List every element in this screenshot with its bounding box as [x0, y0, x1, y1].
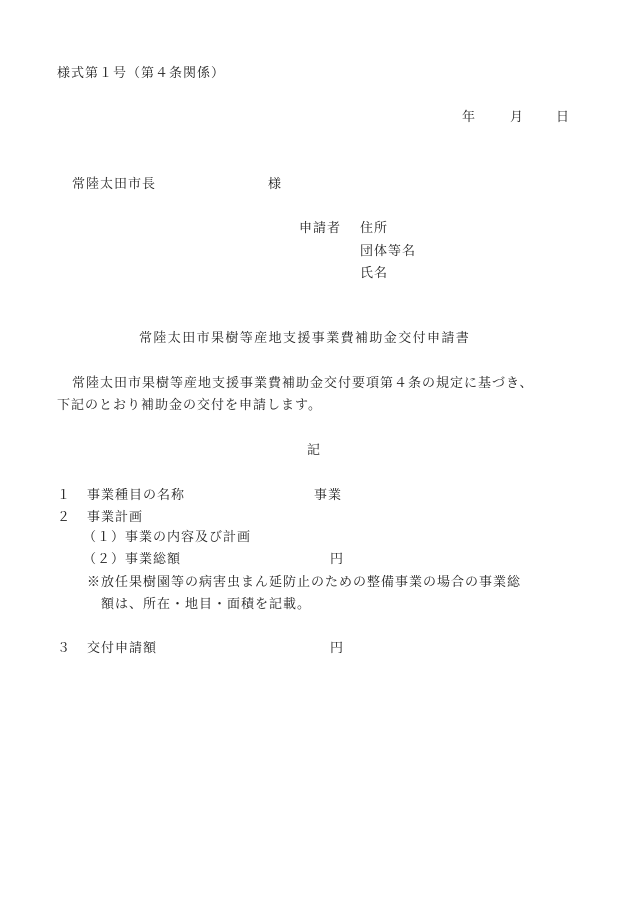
item-2-number: ２ [57, 510, 72, 525]
addressee-name: 常陸太田市長 [72, 177, 157, 192]
date-day: 日 [556, 110, 571, 125]
item-1-number: １ [57, 488, 72, 503]
item-1-value: 事業 [314, 488, 343, 503]
item-3-label: 交付申請額 [87, 641, 158, 656]
date-month: 月 [510, 110, 525, 125]
item-1-label: 事業種目の名称 [87, 488, 186, 503]
body-line-1: 常陸太田市果樹等産地支援事業費補助金交付要項第４条の規定に基づき、 [72, 376, 534, 391]
item-3-unit: 円 [330, 641, 345, 656]
applicant-address-label: 住所 [360, 221, 389, 236]
date-year: 年 [462, 110, 477, 125]
item-2-note-line-2: 額は、所在・地目・面積を記載。 [101, 597, 312, 612]
item-2-sub-1: （１）事業の内容及び計画 [83, 530, 252, 545]
ki-heading: 記 [307, 443, 322, 458]
item-2-label: 事業計画 [87, 510, 144, 525]
body-line-2: 下記のとおり補助金の交付を申請します。 [57, 398, 322, 413]
item-2-sub-2-unit: 円 [330, 552, 345, 567]
item-2-sub-2-label: （２）事業総額 [83, 552, 182, 567]
applicant-name-label: 氏名 [360, 266, 389, 281]
applicant-organization-label: 団体等名 [360, 244, 417, 259]
item-3-number: ３ [57, 641, 72, 656]
applicant-label: 申請者 [299, 221, 342, 236]
form-number: 様式第１号（第４条関係） [57, 66, 226, 81]
addressee-honorific: 様 [268, 177, 283, 192]
document-title: 常陸太田市果樹等産地支援事業費補助金交付申請書 [139, 331, 471, 346]
item-2-note-line-1: ※放任果樹園等の病害虫まん延防止のための整備事業の場合の事業総 [87, 575, 522, 590]
